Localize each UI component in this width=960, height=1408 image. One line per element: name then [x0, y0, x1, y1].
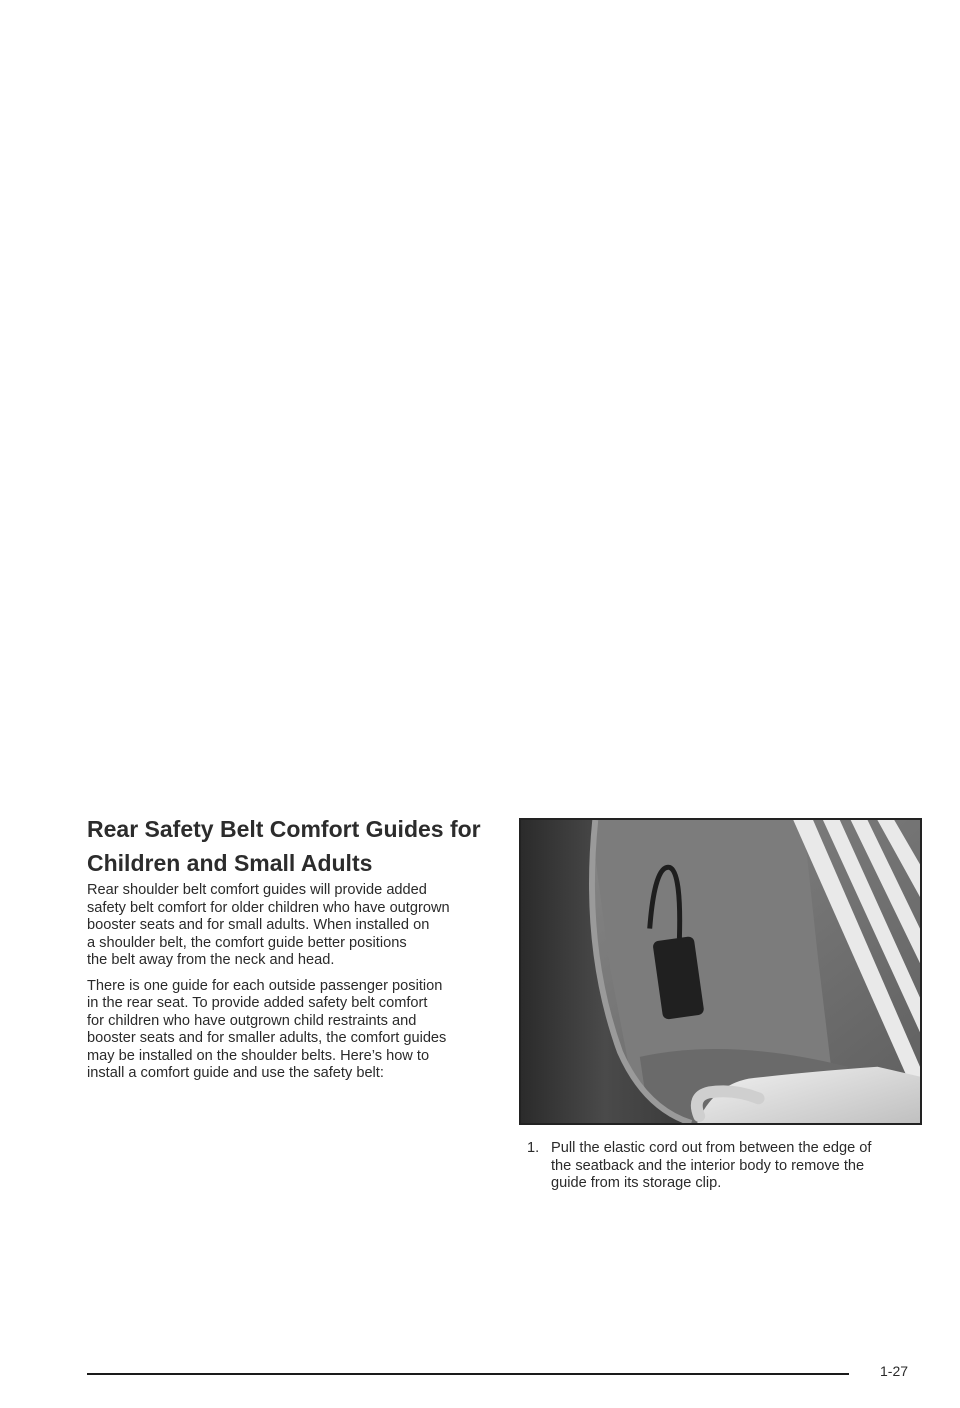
section-heading-line-1: Rear Safety Belt Comfort Guides for — [87, 816, 481, 842]
text-line: the seatback and the interior body to remove the — [551, 1157, 865, 1174]
section-heading-line-2: Children and Small Adults — [87, 850, 373, 876]
text-line: booster seats and for smaller adults, the comfort guides — [87, 1030, 447, 1046]
illustration-svg — [521, 820, 920, 1123]
paragraph-guide-info — [87, 978, 507, 1083]
body-text — [87, 882, 507, 1091]
text-line: guide from its storage clip. — [551, 1175, 722, 1191]
text-line: the belt away from the neck and head. — [87, 952, 335, 968]
step-1 — [527, 1140, 927, 1193]
text-line: a shoulder belt, the comfort guide better positions — [87, 934, 407, 951]
text-line: booster seats and for small adults. When installed on — [87, 917, 430, 933]
text-line: Pull the elastic cord out from between the edge of — [551, 1140, 872, 1156]
text-line: Rear shoulder belt comfort guides will provide added — [87, 882, 427, 898]
step-number: 1. — [527, 1140, 540, 1156]
section-heading — [87, 812, 507, 880]
page-number: 1-27 — [880, 1363, 909, 1379]
text-line: safety belt comfort for older children who have outgrown — [87, 899, 450, 916]
comfort-guide-illustration — [519, 818, 922, 1125]
text-line: for children who have outgrown child restraints and — [87, 1012, 417, 1029]
text-line: install a comfort guide and use the safety belt: — [87, 1065, 384, 1081]
step-text — [551, 1140, 927, 1193]
paragraph-intro — [87, 882, 507, 970]
footer-rule — [87, 1373, 849, 1375]
text-line: There is one guide for each outside passenger position — [87, 977, 443, 994]
text-line: in the rear seat. To provide added safety belt comfort — [87, 995, 428, 1011]
text-line: may be installed on the shoulder belts. Here’s how to — [87, 1047, 430, 1064]
